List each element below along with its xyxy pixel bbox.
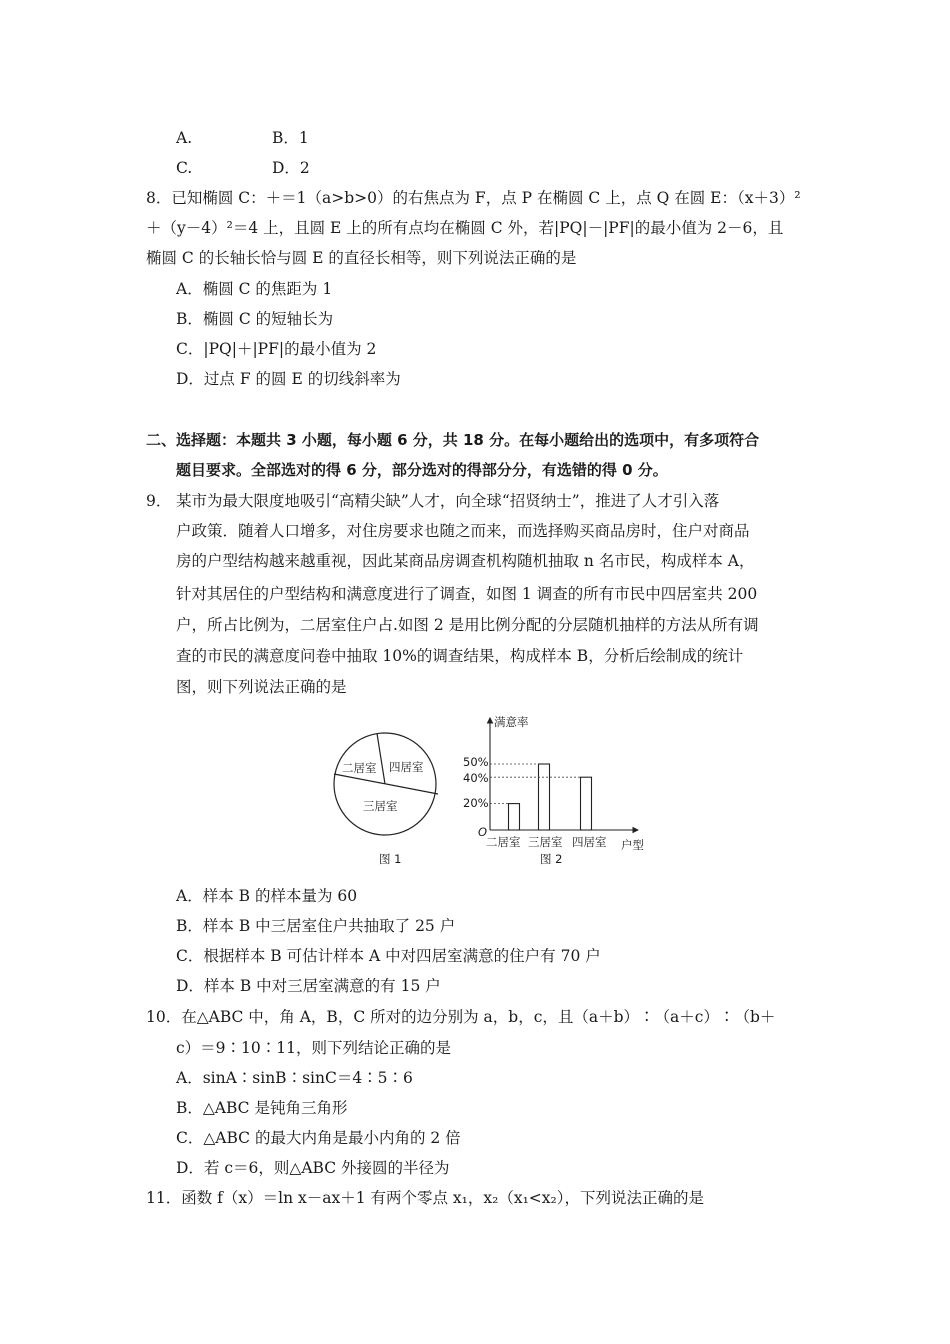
fig1-pie-chart	[330, 728, 442, 840]
q8-option-d: D．过点 F 的圆 E 的切线斜率为	[176, 370, 401, 388]
q9-number: 9．	[146, 492, 172, 510]
section2-heading-line2: 题目要求。全部选对的得 6 分，部分选对的得部分分，有选错的得 0 分。	[176, 461, 668, 479]
q8-option-c: C．|PQ|＋|PF|的最小值为 2	[176, 340, 377, 358]
section2-heading-line1: 二、选择题：本题共 3 小题，每小题 6 分，共 18 分。在每小题给出的选项中，有多项符合	[146, 431, 760, 449]
q9-stem-line3: 房的户型结构越来越重视，因此某商品房调查机构随机抽取 n 名市民，构成样本 A，	[176, 552, 755, 570]
fig2-bar-1	[539, 764, 550, 830]
fig2-ytick-40: 40%	[463, 771, 489, 785]
q10-stem-line2: c）＝9∶10∶11，则下列结论正确的是	[176, 1039, 451, 1057]
fig1-label-three-room: 三居室	[363, 799, 398, 813]
q9-option-a: A．样本 B 的样本量为 60	[176, 887, 358, 905]
q10-option-c: C．△ABC 的最大内角是最小内角的 2 倍	[176, 1129, 461, 1147]
q10-stem-line1: 10．在△ABC 中，角 A，B，C 所对的边分别为 a，b，c，且（a＋b）∶（a＋c）∶（b＋	[146, 1008, 776, 1026]
fig2-xtick-two-room: 二居室	[486, 835, 521, 849]
fig1-divider-top	[377, 734, 385, 785]
fig2-xtick-four-room: 四居室	[572, 835, 607, 849]
fig2-bar-0	[509, 804, 520, 830]
q8-option-a: A．椭圆 C 的焦距为 1	[176, 280, 333, 298]
q8-option-b: B．椭圆 C 的短轴长为	[176, 310, 334, 328]
fig2-xtick-three-room: 三居室	[528, 835, 563, 849]
fig2-caption: 图 2	[540, 852, 563, 866]
q9-stem-line1: 某市为最大限度地吸引“高精尖缺”人才，向全球“招贤纳士”，推进了人才引入落	[176, 492, 720, 510]
q8-stem-line1: 8．已知椭圆 C：＋＝1（a>b>0）的右焦点为 F，点 P 在椭圆 C 上，点 Q 在圆 E：（x＋3）²	[146, 189, 801, 207]
q9-stem-line7: 图，则下列说法正确的是	[176, 678, 347, 696]
q7-option-a: A.	[176, 129, 193, 147]
q9-stem-line5: 户，所占比例为，二居室住户占.如图 2 是用比例分配的分层随机抽样的方法从所有调	[176, 616, 759, 634]
q9-stem-line6: 查的市民的满意度问卷中抽取 10%的调查结果，构成样本 B，分析后绘制成的统计	[176, 647, 744, 665]
fig2-x-axis-label: 户型	[621, 838, 644, 852]
q10-option-b: B．△ABC 是钝角三角形	[176, 1099, 348, 1117]
q10-option-a: A．sinA∶sinB∶sinC＝4∶5∶6	[176, 1069, 413, 1087]
q9-stem-line2: 户政策．随着人口增多，对住房要求也随之而来，而选择购买商品房时，住户对商品	[176, 522, 750, 540]
fig1-label-two-room: 二居室	[342, 761, 377, 775]
fig2-origin-label: O	[478, 825, 488, 839]
q7-option-c: C.	[176, 159, 193, 177]
fig2-ytick-20: 20%	[463, 796, 489, 810]
fig2-ytick-50: 50%	[463, 755, 489, 769]
fig1-label-four-room: 四居室	[389, 760, 424, 774]
fig1-caption: 图 1	[379, 852, 402, 866]
fig2-y-axis-label: 满意率	[494, 715, 529, 729]
q10-option-d: D．若 c＝6，则△ABC 外接圆的半径为	[176, 1159, 450, 1177]
q9-option-d: D．样本 B 中对三居室满意的有 15 户	[176, 977, 441, 995]
q9-option-b: B．样本 B 中三居室住户共抽取了 25 户	[176, 917, 456, 935]
fig1-divider-middle	[334, 774, 438, 794]
q7-option-b: B．1	[272, 129, 309, 147]
q8-stem-line3: 椭圆 C 的长轴长恰与圆 E 的直径长相等，则下列说法正确的是	[146, 249, 577, 267]
fig2-bar-2	[581, 777, 592, 830]
q9-stem-line4: 针对其居住的户型结构和满意度进行了调查，如图 1 调查的所有市民中四居室共 200	[176, 585, 758, 603]
q8-stem-line2: ＋（y－4）²＝4 上，且圆 E 上的所有点均在椭圆 C 外，若|PQ|－|PF|的最小值为 2－6，且	[146, 219, 784, 237]
q11-stem-line1: 11．函数 f（x）＝ln x－ax＋1 有两个零点 x₁，x₂（x₁<x₂），下列说法正确的是	[146, 1189, 704, 1207]
q7-option-d: D．2	[272, 159, 310, 177]
q9-option-c: C．根据样本 B 可估计样本 A 中对四居室满意的住户有 70 户	[176, 947, 601, 965]
